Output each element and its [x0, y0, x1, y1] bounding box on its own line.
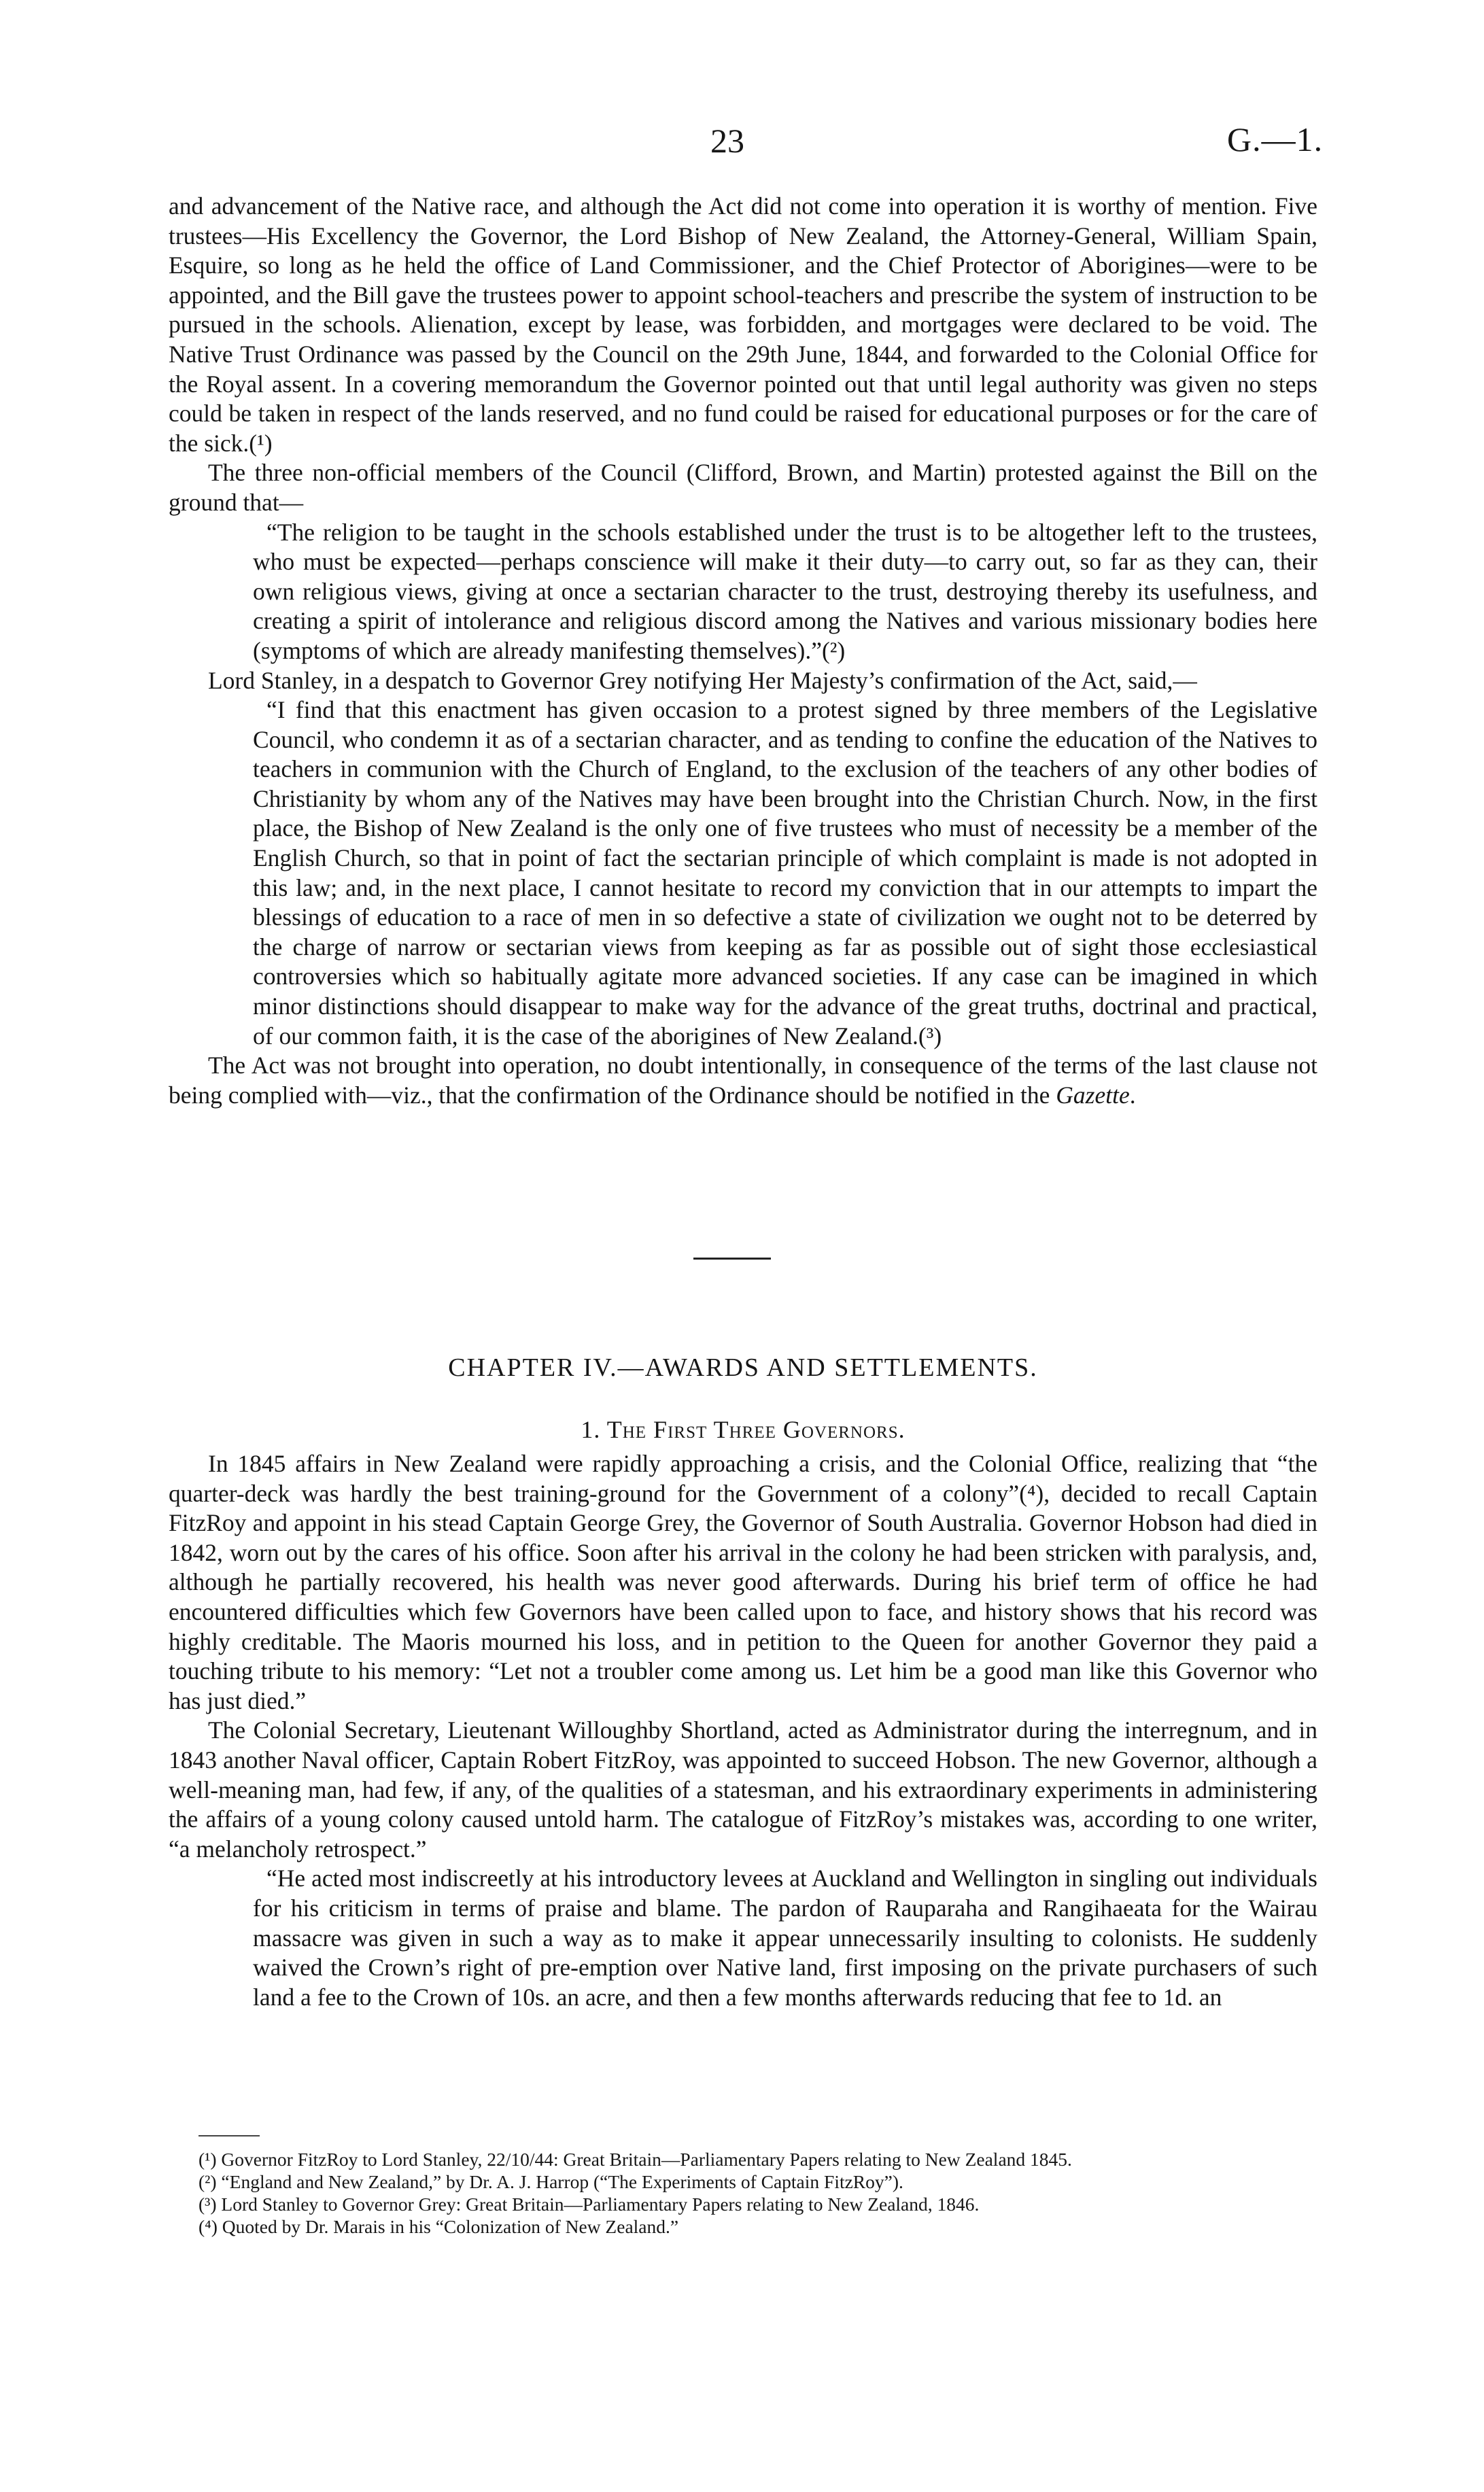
- footnote-rule: [199, 2135, 260, 2136]
- top-body: [169, 192, 1317, 1110]
- page-number: 23: [710, 122, 744, 160]
- gazette-italic: Gazette: [1056, 1081, 1130, 1109]
- footnote-1: (¹) Governor FitzRoy to Lord Stanley, 22/10/44: Great Britain—Parliamentary Papers relating to New Zealand 1845.: [199, 2149, 1072, 2170]
- paragraph-act-text: The Act was not brought into operation, no doubt intentionally, in consequence of the terms of the last clause not being complied with—viz., that the confirmation of the Ordinance should be notified in the: [169, 1052, 1317, 1109]
- section-title: 1. The First Three Governors.: [581, 1416, 905, 1443]
- paragraph-colonial-secretary: The Colonial Secretary, Lieutenant Willoughby Shortland, acted as Administrator during the interregnum, and in 1843 another Naval officer, Captain Robert FitzRoy, was appointed to succeed Hobson. The new Governor, although a well-meaning man, had few, if any, of the qualities of a statesman, and his extraordinary experiments in administering the affairs of a young colony caused untold harm. The catalogue of FitzRoy’s mistakes was, according to one writer, “a melancholy retrospect.”: [169, 1716, 1317, 1863]
- footnote-2: (²) “England and New Zealand,” by Dr. A. J. Harrop (“The Experiments of Captain FitzRoy”).: [199, 2171, 903, 2192]
- paragraph-lord-stanley: Lord Stanley, in a despatch to Governor Grey notifying Her Majesty’s confirmation of the Act, said,—: [208, 666, 1197, 694]
- paragraph-1845-crisis: In 1845 affairs in New Zealand were rapidly approaching a crisis, and the Colonial Office, realizing that “the quarter-deck was hardly the best training-ground for the Government of a colony”(⁴), decided to recall Captain FitzRoy and appoint in his stead Captain George Grey, the Governor of South Australia. Governor Hobson had died in 1842, worn out by the cares of his office. Soon after his arrival in the colony he had been stricken with paralysis, and, although he partially recovered, his health was never good afterwards. During his brief term of office he had encountered difficulties which few Governors have been called upon to face, and history shows that his record was highly creditable. The Maoris mourned his loss, and in petition to the Queen for another Governor they paid a touching tribute to his memory: “Let not a troubler come among us. Let him be a good man like this Governor who has just died.”: [169, 1450, 1317, 1714]
- chapter-title: CHAPTER IV.—AWARDS AND SETTLEMENTS.: [448, 1353, 1038, 1382]
- paragraph-protest-intro: The three non-official members of the Council (Clifford, Brown, and Martin) protested against the Bill on the ground that—: [169, 459, 1317, 516]
- footnote-3: (³) Lord Stanley to Governor Grey: Great Britain—Parliamentary Papers relating to New Zealand, 1846.: [199, 2194, 980, 2215]
- quote-protest: “The religion to be taught in the schools established under the trust is to be altogether left to the trustees, who must be expected—perhaps conscience will make it their duty—to carry out, so far as they can, their own religious views, giving at once a sectarian character to the trust, destroying thereby its usefulness, and creating a spirit of intolerance and religious discord among the Natives and various missionary bodies here (symptoms of which are already manifesting themselves).”(²): [253, 518, 1317, 664]
- footnote-4: (⁴) Quoted by Dr. Marais in his “Colonization of New Zealand.”: [199, 2216, 679, 2237]
- footnotes: [199, 2148, 1319, 2238]
- section-divider: [693, 1258, 771, 1260]
- quote-fitzroy-mistakes: “He acted most indiscreetly at his introductory levees at Auckland and Wellington in singling out individuals for his criticism in terms of praise and blame. The pardon of Rauparaha and Rangihaeata for the Wairau massacre was given in such a way as to make it appear unnecessarily insulting to colonists. He suddenly waived the Crown’s right of pre-emption over Native land, first imposing on the private purchasers of such land a fee to the Crown of 10s. an acre, and then a few months afterwards reducing that fee to 1d. an: [253, 1865, 1317, 2011]
- quote-stanley-despatch: “I find that this enactment has given occasion to a protest signed by three members of the Legislative Council, who condemn it as of a sectarian character, and as tending to confine the education of the Natives to teachers in communion with the Church of England, to the exclusion of the teachers of any other bodies of Christianity by whom any of the Natives may have been brought into the Christian Church. Now, in the first place, the Bishop of New Zealand is the only one of five trustees who must of necessity be a member of the English Church, so that in point of fact the sectarian principle of which complaint is made is not adopted in this law; and, in the next place, I cannot hesitate to record my conviction that in our attempts to impart the blessings of education to a race of men in so defective a state of civilization we ought not to be deterred by the charge of narrow or sectarian views from keeping as far as possible out of sight those ecclesiastical controversies which so habitually agitate more advanced societies. If any case can be imagined in which minor distinctions should disappear to make way for the advance of the great truths, doctrinal and practical, of our common faith, it is the case of the aborigines of New Zealand.(³): [253, 696, 1317, 1050]
- paragraph-act-not-operative: [169, 1051, 1317, 1110]
- paragraph-act-end: .: [1129, 1081, 1136, 1109]
- paragraph-native-trust: and advancement of the Native race, and although the Act did not come into operation it is worthy of mention. Five trustees—His Excellency the Governor, the Lord Bishop of New Zealand, the Attorney-General, William Spain, Esquire, so long as he held the office of Land Commissioner, and the Chief Protector of Aborigines—were to be appointed, and the Bill gave the trustees power to appoint school-teachers and prescribe the system of instruction to be pursued in the schools. Alienation, except by lease, was forbidden, and mortgages were declared to be void. The Native Trust Ordinance was passed by the Council on the 29th June, 1844, and forwarded to the Colonial Office for the Royal assent. In a covering memorandum the Governor pointed out that until legal authority was given no steps could be taken in respect of the lands reserved, and no fund could be raised for educational purposes or for the care of the sick.(¹): [169, 192, 1317, 457]
- bottom-body: [169, 1449, 1317, 2012]
- document-code: G.—1.: [1227, 120, 1324, 158]
